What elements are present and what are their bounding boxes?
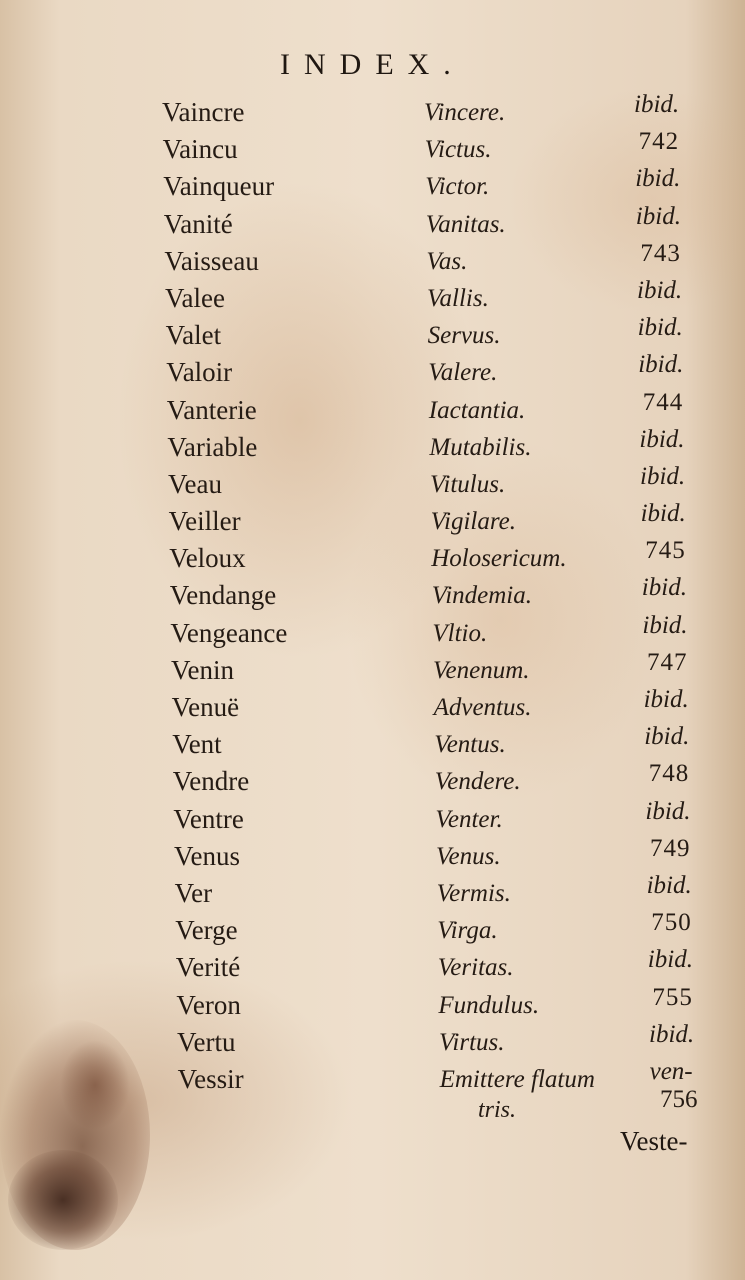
page-reference: 750 — [651, 909, 692, 937]
page-reference: ibid. — [642, 611, 688, 639]
page-reference: 745 — [645, 537, 686, 565]
french-term: Vaincre — [162, 97, 245, 127]
page-reference: ibid. — [634, 91, 680, 118]
page-reference: ibid. — [640, 462, 686, 490]
page-reference: ibid. — [645, 797, 691, 825]
index-row — [0, 500, 745, 543]
latin-term: Adventus. — [433, 694, 532, 721]
index-list — [0, 91, 745, 1101]
latin-term: Victus. — [424, 136, 492, 164]
french-term: Vendange — [169, 580, 277, 611]
index-row — [0, 871, 745, 915]
latin-term: Valere. — [428, 359, 498, 387]
page-reference: 744 — [642, 388, 684, 416]
index-row — [0, 723, 745, 766]
page-reference-continuation: 756 — [660, 1086, 698, 1113]
index-row — [0, 91, 745, 134]
page-reference: ibid. — [647, 946, 693, 974]
latin-term: Ventus. — [434, 731, 506, 759]
french-term: Venuë — [171, 692, 240, 722]
page-reference: 748 — [648, 760, 690, 788]
page-reference: ibid. — [638, 351, 684, 379]
french-term: Vent — [172, 729, 222, 760]
page-reference: ven- — [649, 1057, 693, 1085]
index-row — [0, 909, 745, 952]
page-reference: 749 — [650, 834, 691, 862]
page-reference: 742 — [638, 128, 680, 156]
index-row — [0, 351, 745, 394]
page-reference: ibid. — [646, 871, 692, 899]
french-term: Vendre — [172, 766, 250, 797]
latin-term: Venter. — [435, 805, 503, 833]
french-term: Variable — [167, 431, 258, 462]
index-row — [0, 611, 745, 655]
page-reference: ibid. — [635, 202, 681, 230]
page-reference: ibid. — [639, 425, 685, 453]
latin-term: Fundulus. — [438, 991, 540, 1019]
index-row — [0, 165, 745, 208]
french-term: Ventre — [173, 803, 244, 834]
latin-term: Vincere. — [424, 99, 506, 126]
latin-term: Vendere. — [434, 768, 521, 796]
french-term: Venin — [171, 654, 234, 685]
latin-term: Vitulus. — [430, 470, 506, 498]
index-row — [0, 1057, 745, 1101]
latin-term: Venus. — [436, 842, 501, 870]
french-term: Veron — [176, 989, 241, 1020]
index-row — [0, 983, 745, 1027]
page-reference: ibid. — [635, 165, 681, 193]
index-row — [0, 202, 745, 246]
index-row — [0, 834, 745, 878]
latin-term: Vermis. — [436, 879, 511, 907]
latin-continuation: tris. — [478, 1097, 517, 1123]
index-row — [0, 537, 745, 580]
index-row — [0, 946, 745, 989]
index-row — [0, 425, 745, 469]
page-reference: ibid. — [641, 574, 687, 602]
page-reference: ibid. — [649, 1020, 695, 1048]
french-term: Venus — [174, 840, 240, 871]
index-row — [0, 128, 745, 171]
latin-term: Servus. — [427, 322, 501, 350]
ink-blot — [8, 1150, 118, 1250]
french-term: Vanterie — [166, 394, 257, 425]
french-term: Vainqueur — [163, 171, 275, 202]
index-row — [0, 462, 745, 506]
latin-term: Vltio. — [432, 619, 488, 647]
french-term: Valoir — [166, 357, 233, 388]
index-row — [0, 388, 745, 432]
index-row — [0, 314, 745, 357]
page-header: INDEX. — [280, 48, 465, 81]
french-term: Vanité — [163, 208, 233, 239]
latin-term: Holosericum. — [431, 545, 567, 573]
french-term: Vessir — [177, 1063, 244, 1094]
index-row — [0, 239, 745, 283]
french-term: Verge — [175, 915, 238, 946]
latin-term: Vanitas. — [425, 210, 506, 238]
french-term: Veloux — [169, 543, 246, 574]
catchword: Veste- — [620, 1126, 688, 1156]
page-reference: ibid. — [643, 686, 689, 713]
latin-term: Venenum. — [433, 656, 530, 684]
index-row — [0, 686, 745, 729]
page-reference: 747 — [647, 648, 688, 676]
page-reference: ibid. — [637, 314, 683, 342]
french-term: Veiller — [168, 506, 241, 537]
french-term: Vertu — [177, 1026, 236, 1057]
french-term: Valet — [165, 320, 222, 351]
page-reference: 743 — [640, 239, 681, 267]
french-term: Veau — [168, 468, 222, 499]
french-term: Ver — [174, 877, 213, 908]
latin-term: Emittere flatum — [439, 1065, 595, 1093]
page-reference: ibid. — [637, 276, 683, 304]
french-term: Vaincu — [162, 134, 238, 165]
latin-term: Vas. — [426, 247, 468, 275]
index-row — [0, 276, 745, 320]
index-row — [0, 648, 745, 692]
latin-term: Virtus. — [439, 1028, 505, 1056]
latin-term: Vallis. — [427, 284, 489, 312]
latin-term: Veritas. — [437, 954, 514, 982]
index-row — [0, 574, 745, 617]
page-reference: ibid. — [644, 723, 690, 751]
index-row — [0, 760, 745, 803]
french-term: Valee — [165, 282, 225, 313]
latin-term: Iactantia. — [428, 396, 526, 424]
latin-term: Virga. — [437, 917, 498, 945]
french-term: Vaisseau — [164, 245, 259, 276]
index-row — [0, 797, 745, 841]
latin-term: Victor. — [425, 173, 490, 201]
latin-term: Vigilare. — [430, 508, 516, 536]
page-reference: 755 — [652, 983, 693, 1011]
latin-term: Vindemia. — [431, 582, 533, 610]
page-reference: ibid. — [640, 500, 686, 528]
french-term: Verité — [175, 952, 241, 983]
index-row — [0, 1020, 745, 1064]
latin-term: Mutabilis. — [429, 433, 532, 461]
french-term: Vengeance — [170, 617, 288, 648]
